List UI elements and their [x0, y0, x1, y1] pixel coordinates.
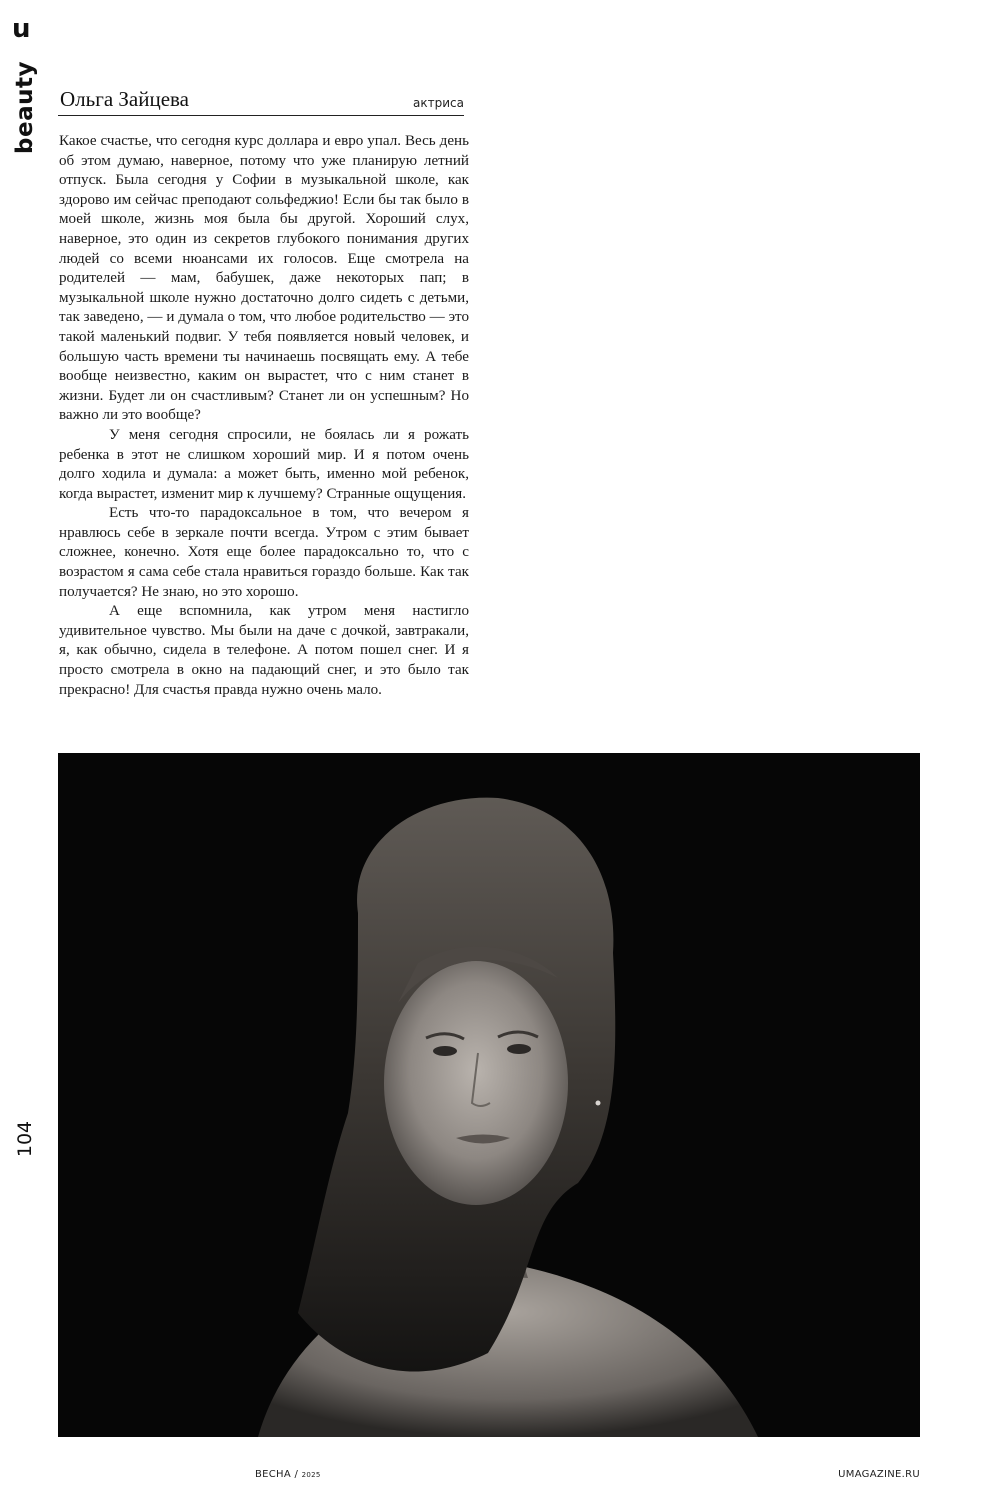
- paragraph-4: А еще вспомнила, как утром меня настигло удивительное чувство. Мы были на даче с дочкой, завтракали, я, как обычно, сидела в телефоне. А потом пошел снег. И я просто смотрела в окно на падающий снег, и это было так прекрасно! Для счастья правда нужно очень мало.: [59, 603, 469, 698]
- page-number: 104: [14, 1120, 36, 1158]
- paragraph-2: У меня сегодня спросили, не боялась ли я рожать ребенка в этот не слишком хороший мир. И я потом очень долго ходила и думала: а может быть, именно мой ребенок, когда вырастет, изменит мир к лучшему? Странные ощущения.: [59, 426, 469, 502]
- portrait-illustration: [58, 753, 920, 1437]
- issue-year: 2025: [301, 1471, 321, 1479]
- site-url: UMAGAZINE.RU: [838, 1469, 920, 1480]
- article-body: [59, 132, 469, 700]
- paragraph-3: Есть что-то парадоксальное в том, что вечером я нравлюсь себе в зеркале почти всегда. Утром с этим бывает сложнее, конечно. Хотя еще более парадоксально то, что с возрастом я сама себе стала нравиться гораздо больше. Как так получается? Не знаю, но это хорошо.: [59, 505, 469, 600]
- section-label: beauty: [12, 61, 38, 154]
- article-header: [58, 88, 464, 116]
- author-name: Ольга Зайцева: [60, 87, 190, 111]
- author-role: актриса: [413, 96, 464, 110]
- paragraph-1: Какое счастье, что сегодня курс доллара и евро упал. Весь день об этом думаю, наверное, потому что уже планирую летний отпуск. Была сегодня у Софии в музыкальной школе, как здорово им сейчас преподают сольфеджио! Если бы так было в моей школе, жизнь моя была бы другой. Хороший слух, наверное, это один из секретов глубокого понимания других людей со всеми нюансами их голосов. Еще смотрела на родителей — мам, бабушек, даже некоторых пап; в музыкальной школе нужно достаточно долго сидеть с детьми, так заведено, — и думала о том, что любое родительство — это такой маленький подвиг. У тебя появляется новый человек, и большую часть времени ты начинаешь посвящать ему. А тебе вообще неизвестно, каким он вырастет, что с ним станет в жизни. Будет ли он счастливым? Станет ли он успешным? Но важно ли это вообще?: [59, 133, 469, 424]
- magazine-logo: u: [12, 14, 31, 44]
- issue-label: [255, 1469, 321, 1480]
- portrait-photo: [58, 753, 920, 1437]
- issue-season: ВЕСНА /: [255, 1469, 299, 1480]
